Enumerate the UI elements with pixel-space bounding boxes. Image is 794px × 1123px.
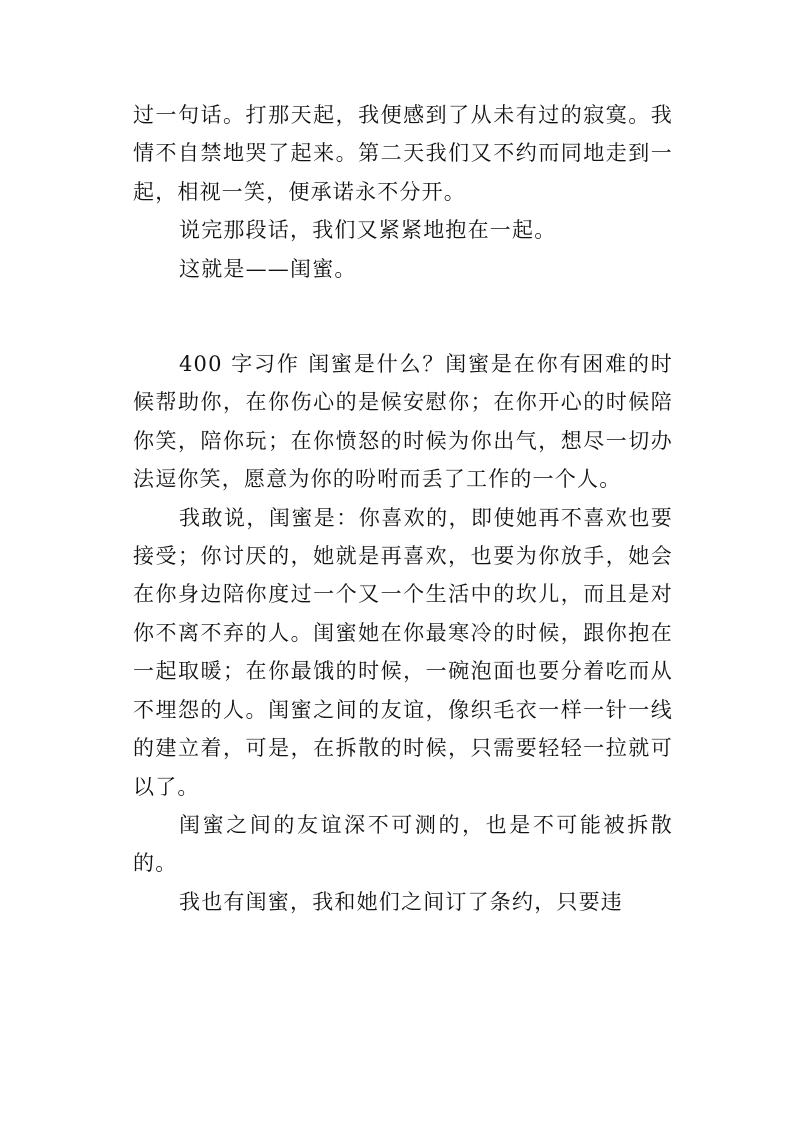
paragraph: 这就是——闺蜜。 <box>179 256 357 281</box>
paragraph: 我敢说，闺蜜是：你喜欢的，即使她再不喜欢也要接受；你讨厌的，她就是再喜欢，也要为你放手，她会在你身边陪你度过一个又一个生活中的坎儿，而且是对你不离不弃的人。闺蜜她在你最寒冷的时候，跟你抱在一起取暖；在你最饿的时候，一碗泡面也要分着吃而从不埋怨的人。闺蜜之间的友谊，像织毛衣一样一针一线的建立着，可是，在拆散的时候，只需要轻轻一拉就可以了。 <box>133 505 673 799</box>
paragraph: 400 字习作 闺蜜是什么？闺蜜是在你有困难的时候帮助你，在你伤心的是候安慰你；在你开心的时候陪你笑，陪你玩；在你愤怒的时候为你出气，想尽一切办法逗你笑，愿意为你的吩咐而丢了工作的一个人。 <box>133 352 673 492</box>
document-body <box>133 96 673 921</box>
paragraph-continuation: 过一句话。打那天起，我便感到了从未有过的寂寞。我情不自禁地哭了起来。第二天我们又不约而同地走到一起，相视一笑，便承诺永不分开。 <box>133 103 673 204</box>
paragraph: 我也有闺蜜，我和她们之间订了条约，只要违 <box>179 889 623 914</box>
section-gap <box>133 288 673 345</box>
paragraph: 闺蜜之间的友谊深不可测的，也是不可能被拆散的。 <box>133 812 673 876</box>
paragraph: 说完那段话，我们又紧紧地抱在一起。 <box>179 218 557 243</box>
